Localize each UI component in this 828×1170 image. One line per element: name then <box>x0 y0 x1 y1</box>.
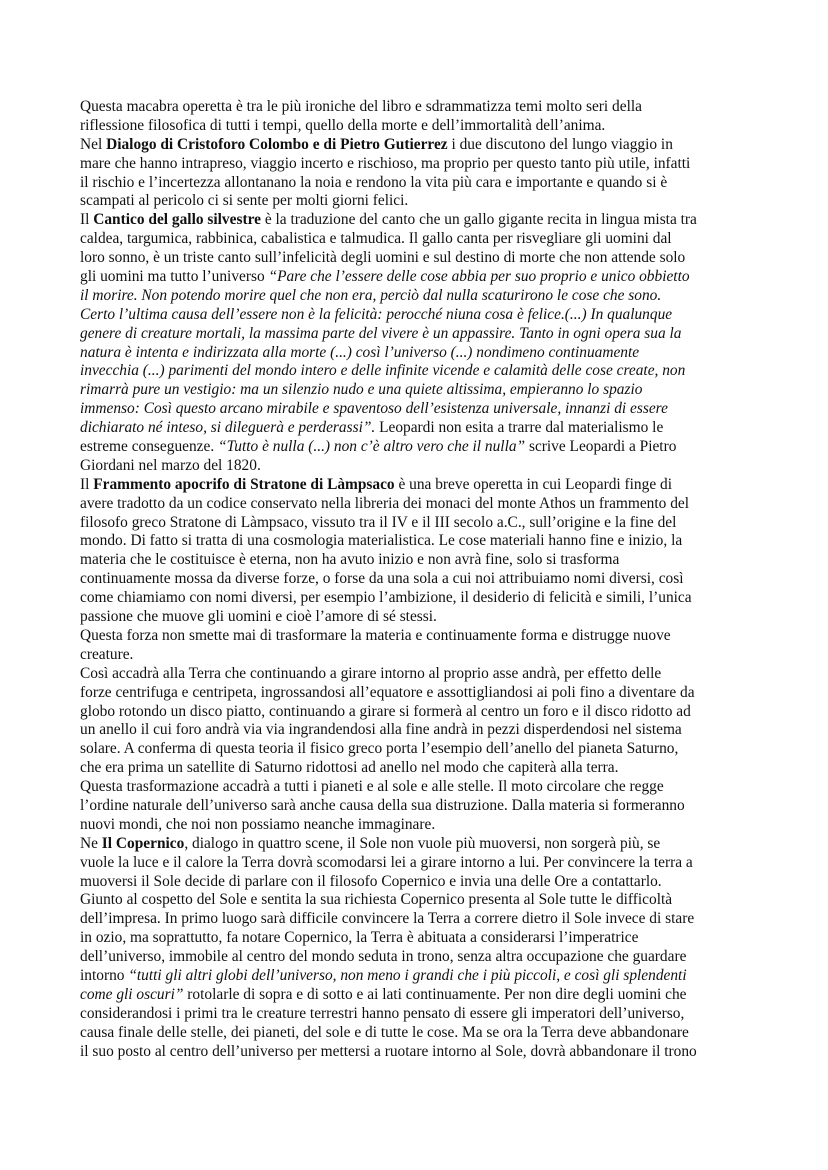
italic-quote-text: dichiarato né inteso, si dileguerà e perderassi”. <box>80 419 376 437</box>
text-line <box>80 155 768 174</box>
text-line <box>80 306 768 325</box>
text-run: solare. A conferma di questa teoria il fisico greco porta l’esempio dell’anello del pianeta Saturno, <box>80 740 679 758</box>
text-line <box>80 986 768 1005</box>
text-line <box>80 835 768 854</box>
text-line <box>80 684 768 703</box>
text-line <box>80 98 768 117</box>
text-line <box>80 948 768 967</box>
text-run: il rischio e l’incertezza allontanano la noia e rendono la vita più cara e importante e quando si è <box>80 173 668 191</box>
text-run: è la traduzione del canto che un gallo gigante recita in lingua mista tra <box>260 211 697 229</box>
text-line <box>80 608 768 627</box>
text-line <box>80 721 768 740</box>
text-line <box>80 381 768 400</box>
text-run: forze centrifuga e centripeta, ingrossandosi all’equatore e assottigliandosi ai poli fino a diventare da <box>80 683 695 701</box>
italic-quote-text: rimarrà pure un vestigio: ma un silenzio nudo e una quiete altissima, empieranno lo spazio <box>80 381 643 399</box>
text-run: rotolarle di sopra e di sotto e ai lati continuamente. Per non dire degli uomini che <box>183 985 687 1003</box>
text-line <box>80 816 768 835</box>
text-line <box>80 457 768 476</box>
italic-quote-text: “Tutto è nulla (...) non c’è altro vero che il nulla” <box>218 438 526 456</box>
text-run: Nel <box>80 135 107 153</box>
text-line <box>80 136 768 155</box>
text-run: causa finale delle stelle, dei pianeti, del sole e di tutte le cose. Ma se ora la Terra deve abbandonare <box>80 1023 689 1041</box>
text-line <box>80 929 768 948</box>
text-line <box>80 967 768 986</box>
text-line <box>80 778 768 797</box>
italic-quote-text: il morire. Non potendo morire quel che non era, perciò dal nulla scaturirono le cose che sono. <box>80 286 662 304</box>
text-run: continuamente mossa da diverse forze, o forse da una sola a cui noi attribuiamo nomi diversi, così <box>80 570 684 588</box>
text-run: filosofo greco Stratone di Làmpsaco, vissuto tra il IV e il III secolo a.C., sull’origine e la fine del <box>80 513 677 531</box>
text-line <box>80 1005 768 1024</box>
italic-quote-text: immenso: Così questo arcano mirabile e spaventoso dell’esistenza universale, innanzi di essere <box>80 400 668 418</box>
text-run: creature. <box>80 645 134 663</box>
text-run: vuole la luce e il calore la Terra dovrà scomodarsi lei a girare intorno a lui. Per convincere la terra a <box>80 853 693 871</box>
text-line <box>80 570 768 589</box>
text-run: il suo posto al centro dell’universo per mettersi a ruotare intorno al Sole, dovrà abbandonare il trono <box>80 1042 697 1060</box>
text-run: Giunto al cospetto del Sole e sentita la sua richiesta Copernico presenta al Sole tutte le difficoltà <box>80 891 673 909</box>
text-run: mondo. Di fatto si tratta di una cosmologia materialistica. Le cose materiali hanno fine e inizio, la <box>80 532 683 550</box>
text-line <box>80 230 768 249</box>
text-run: Questa forza non smette mai di trasformare la materia e continuamente forma e distrugge nuove <box>80 626 671 644</box>
text-line <box>80 740 768 759</box>
text-run: mare che hanno intrapreso, viaggio incerto e rischioso, ma proprio per questo tanto più utile, infatti <box>80 154 691 172</box>
bold-title-text: Il Copernico <box>101 834 185 852</box>
body-text <box>80 98 768 1061</box>
text-line <box>80 400 768 419</box>
text-run: Il <box>80 475 94 493</box>
text-run: l’ordine naturale dell’universo sarà anche causa della sua distruzione. Dalla materia si formeranno <box>80 796 685 814</box>
text-line <box>80 627 768 646</box>
text-line <box>80 646 768 665</box>
text-line <box>80 211 768 230</box>
text-line <box>80 438 768 457</box>
text-run: intorno <box>80 966 129 984</box>
text-run: dell’impresa. In primo luogo sarà difficile convincere la Terra a correre dietro il Sole invece di stare <box>80 910 695 928</box>
text-line <box>80 910 768 929</box>
text-line <box>80 476 768 495</box>
text-line <box>80 891 768 910</box>
text-line <box>80 1024 768 1043</box>
text-run: che era prima un satellite di Saturno ridottosi ad anello nel modo che capiterà alla terra. <box>80 759 619 777</box>
text-line <box>80 551 768 570</box>
text-line <box>80 419 768 438</box>
text-line <box>80 174 768 193</box>
text-line <box>80 873 768 892</box>
text-run: Ne <box>80 834 102 852</box>
text-run: , dialogo in quattro scene, il Sole non vuole più muoversi, non sorgerà più, se <box>184 834 661 852</box>
italic-quote-text: come gli oscuri” <box>80 985 184 1003</box>
text-line <box>80 325 768 344</box>
bold-title-text: Dialogo di Cristoforo Colombo e di Pietro Gutierrez <box>106 135 448 153</box>
text-run: Giordani nel marzo del 1820. <box>80 456 261 474</box>
text-run: dell’universo, immobile al centro del mondo seduta in trono, senza altra occupazione che guardare <box>80 948 687 966</box>
text-run: loro sonno, è un triste canto sull’infelicità degli uomini e sul destino di morte che non attende solo <box>80 249 686 267</box>
text-line <box>80 797 768 816</box>
text-run: scrive Leopardi a Pietro <box>525 438 677 456</box>
italic-quote-text: genere di creature mortali, la massima parte del vivere è un appassire. Tanto in ogni opera sua la <box>80 324 682 342</box>
text-line <box>80 1043 768 1062</box>
text-run: considerandosi i primi tra le creature terrestri hanno pensato di essere gli imperatori dell’universo, <box>80 1004 685 1022</box>
text-line <box>80 514 768 533</box>
text-run: muoversi il Sole decide di parlare con il filosofo Copernico e invia una delle Ore a contattarlo. <box>80 872 662 890</box>
text-run: Leopardi non esita a trarre dal materialismo le <box>375 419 664 437</box>
text-run: gli uomini ma tutto l’universo <box>80 268 269 286</box>
text-run: avere tradotto da un codice conservato nella libreria dei monaci del monte Athos un frammento del <box>80 494 689 512</box>
text-run: è una breve operetta in cui Leopardi finge di <box>394 475 672 493</box>
italic-quote-text: invecchia (...) parimenti del mondo intero e delle infinite vicende e calamità delle cose create, non <box>80 362 686 380</box>
text-run: Così accadrà alla Terra che continuando a girare intorno al proprio asse andrà, per effetto delle <box>80 664 662 682</box>
text-run: un anello il cui foro andrà via via ingrandendosi alla fine andrà in pezzi disperdendosi nel sistema <box>80 721 682 739</box>
text-run: globo rotondo un disco piatto, continuando a girare si formerà al centro un foro e il disco ridotto ad <box>80 702 691 720</box>
text-run: i due discutono del lungo viaggio in <box>447 135 673 153</box>
text-run: in ozio, ma soprattutto, fa notare Copernico, la Terra è abituata a considerarsi l’imperatrice <box>80 929 639 947</box>
italic-quote-text: natura è intenta e indirizzata alla morte (...) così l’universo (...) nondimeno continuamente <box>80 343 640 361</box>
text-line <box>80 344 768 363</box>
bold-title-text: Cantico del gallo silvestre <box>93 211 261 229</box>
text-line <box>80 854 768 873</box>
text-run: Questa trasformazione accadrà a tutti i pianeti e al sole e alle stelle. Il moto circolare che regge <box>80 778 664 796</box>
italic-quote-text: “tutti gli altri globi dell’universo, non meno i grandi che i più piccoli, e così gli splendenti <box>128 966 687 984</box>
text-run: scampati al pericolo ci si sente per molti giorni felici. <box>80 192 409 210</box>
text-line <box>80 362 768 381</box>
text-run: caldea, targumica, rabbinica, cabalistica e talmudica. Il gallo canta per risvegliare gli uomini dal <box>80 230 672 248</box>
text-line <box>80 192 768 211</box>
text-run: nuovi mondi, che noi non possiamo neanche immaginare. <box>80 815 436 833</box>
bold-title-text: Frammento apocrifo di Stratone di Làmpsaco <box>93 475 395 493</box>
text-line <box>80 665 768 684</box>
text-line <box>80 759 768 778</box>
text-line <box>80 287 768 306</box>
text-run: riflessione filosofica di tutti i tempi, quello della morte e dell’immortalità dell’anima. <box>80 116 606 134</box>
text-line <box>80 117 768 136</box>
text-run: estreme conseguenze. <box>80 438 219 456</box>
text-line <box>80 268 768 287</box>
text-run: come chiamiamo con nomi diversi, per esempio l’ambizione, il desiderio di felicità e simili, l’unica <box>80 589 692 607</box>
text-run: materia che le costituisce è eterna, non ha avuto inizio e non avrà fine, solo si trasforma <box>80 551 620 569</box>
text-line <box>80 532 768 551</box>
italic-quote-text: Certo l’ultima causa dell’essere non è la felicità: perocché niuna cosa è felice.(...) In qualunque <box>80 305 673 323</box>
text-run: passione che muove gli uomini e cioè l’amore di sé stessi. <box>80 608 437 626</box>
text-run: Questa macabra operetta è tra le più ironiche del libro e sdrammatizza temi molto seri della <box>80 98 642 115</box>
text-line <box>80 589 768 608</box>
text-line <box>80 249 768 268</box>
italic-quote-text: “Pare che l’essere delle cose abbia per suo proprio e unico obbietto <box>268 268 690 286</box>
text-line <box>80 703 768 722</box>
text-run: Il <box>80 211 94 229</box>
text-line <box>80 495 768 514</box>
